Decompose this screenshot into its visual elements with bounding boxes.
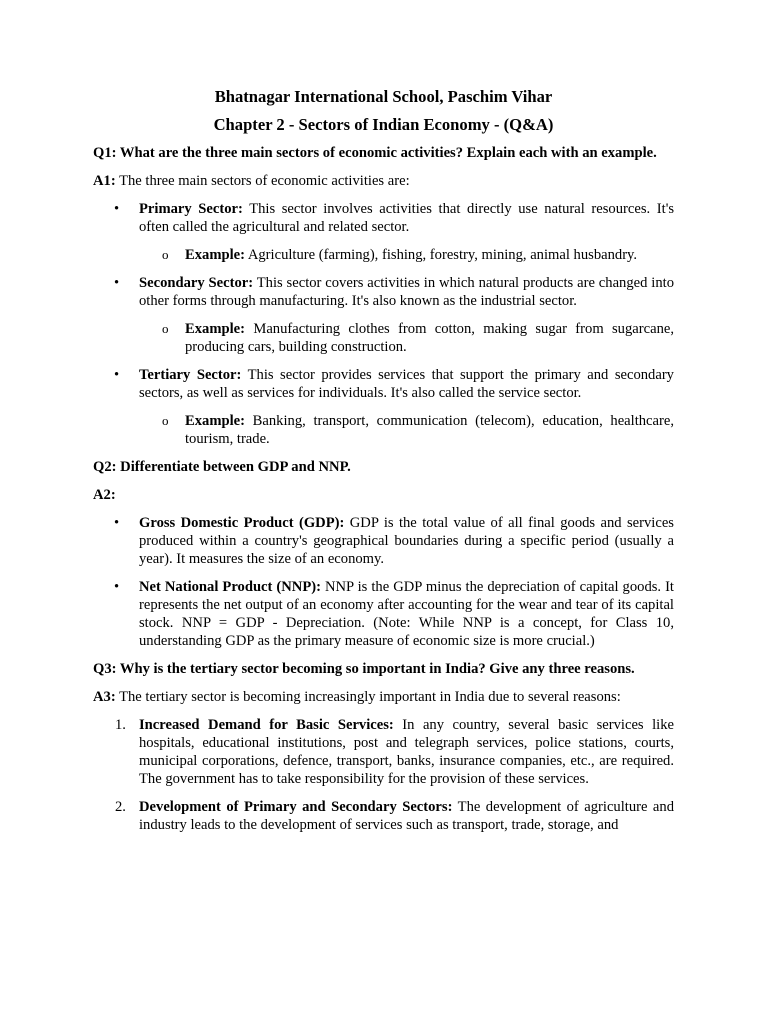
answer-1-intro-text: The three main sectors of economic activities are: (115, 173, 410, 189)
term-reason-1: Increased Demand for Basic Services: (139, 717, 394, 733)
desc-primary-sector: This sector involves activities that directly use natural resources. It's often called the agricultural and related sector. (139, 201, 674, 235)
desc-tertiary-sector: This sector provides services that support the primary and secondary sectors, as well as services for individuals. It's also called the service sector. (139, 367, 674, 401)
example-label: Example: (185, 247, 245, 263)
example-label: Example: (185, 321, 245, 337)
example-text: Banking, transport, communication (telecom), education, healthcare, tourism, trade. (185, 413, 674, 447)
list-item-gdp (93, 514, 674, 568)
example-text: Agriculture (farming), fishing, forestry, mining, animal husbandry. (245, 247, 638, 263)
example-text: Manufacturing clothes from cotton, making sugar from sugarcane, producing cars, building construction. (185, 321, 674, 355)
term-nnp: Net National Product (NNP): (139, 579, 321, 595)
list-item-reason-2 (93, 798, 674, 834)
desc-reason-2: The development of agriculture and industry leads to the development of services such as transport, trade, storage, and (139, 799, 674, 833)
gdp-nnp-list (93, 514, 674, 650)
list-number: 2. (115, 799, 126, 815)
answer-1-label: A1: (93, 173, 116, 189)
term-gdp: Gross Domestic Product (GDP): (139, 515, 345, 531)
term-reason-2: Development of Primary and Secondary Sectors: (139, 799, 453, 815)
circle-bullet-icon: o (162, 413, 169, 428)
example-secondary-sector (139, 320, 674, 356)
desc-nnp: NNP is the GDP minus the depreciation of capital goods. It represents the net output of an economy after accounting for the wear and tear of its capital stock. NNP = GDP - Depreciation. (Note: While NNP is a concept, for Class 10, understanding GDP as the primary measure of economic size is more crucial.) (139, 579, 674, 649)
question-1: Q1: What are the three main sectors of economic activities? Explain each with an example. (93, 145, 657, 161)
example-label: Example: (185, 413, 245, 429)
list-item-nnp (93, 578, 674, 650)
desc-secondary-sector: This sector covers activities in which natural products are changed into other forms through manufacturing. It's also known as the industrial sector. (139, 275, 675, 309)
term-secondary-sector: Secondary Sector: (139, 275, 254, 291)
term-primary-sector: Primary Sector: (139, 201, 243, 217)
circle-bullet-icon: o (162, 247, 169, 262)
answer-3-intro-text: The tertiary sector is becoming increasingly important in India due to several reasons: (115, 689, 621, 705)
answer-2-label: A2: (93, 487, 116, 503)
answer-1-intro (93, 172, 674, 190)
question-2: Q2: Differentiate between GDP and NNP. (93, 459, 351, 475)
list-item-reason-1 (93, 716, 674, 788)
list-item-primary-sector (93, 200, 674, 264)
list-number: 1. (115, 717, 126, 733)
desc-reason-1: In any country, several basic services like hospitals, educational institutions, post and telegraph services, police stations, courts, municipal corporations, defence, transport, banks, insurance companies, etc., are required. The government has to take responsibility for the provision of these services. (139, 717, 674, 787)
term-tertiary-sector: Tertiary Sector: (139, 367, 242, 383)
example-primary-sector (139, 246, 674, 264)
answer-3-intro (93, 688, 674, 706)
circle-bullet-icon: o (162, 321, 169, 336)
school-title: Bhatnagar International School, Paschim Vihar (214, 87, 553, 106)
list-item-secondary-sector (93, 274, 674, 356)
answer-3-label: A3: (93, 689, 116, 705)
question-3: Q3: Why is the tertiary sector becoming so important in India? Give any three reasons. (93, 661, 635, 677)
chapter-title: Chapter 2 - Sectors of Indian Economy - (Q&A) (213, 115, 554, 134)
example-tertiary-sector (139, 412, 674, 448)
desc-gdp: GDP is the total value of all final goods and services produced within a country's geographical boundaries during a specific period (usually a year). It measures the size of an economy. (139, 515, 674, 567)
reasons-list (93, 716, 674, 834)
sector-list (93, 200, 674, 448)
list-item-tertiary-sector (93, 366, 674, 448)
